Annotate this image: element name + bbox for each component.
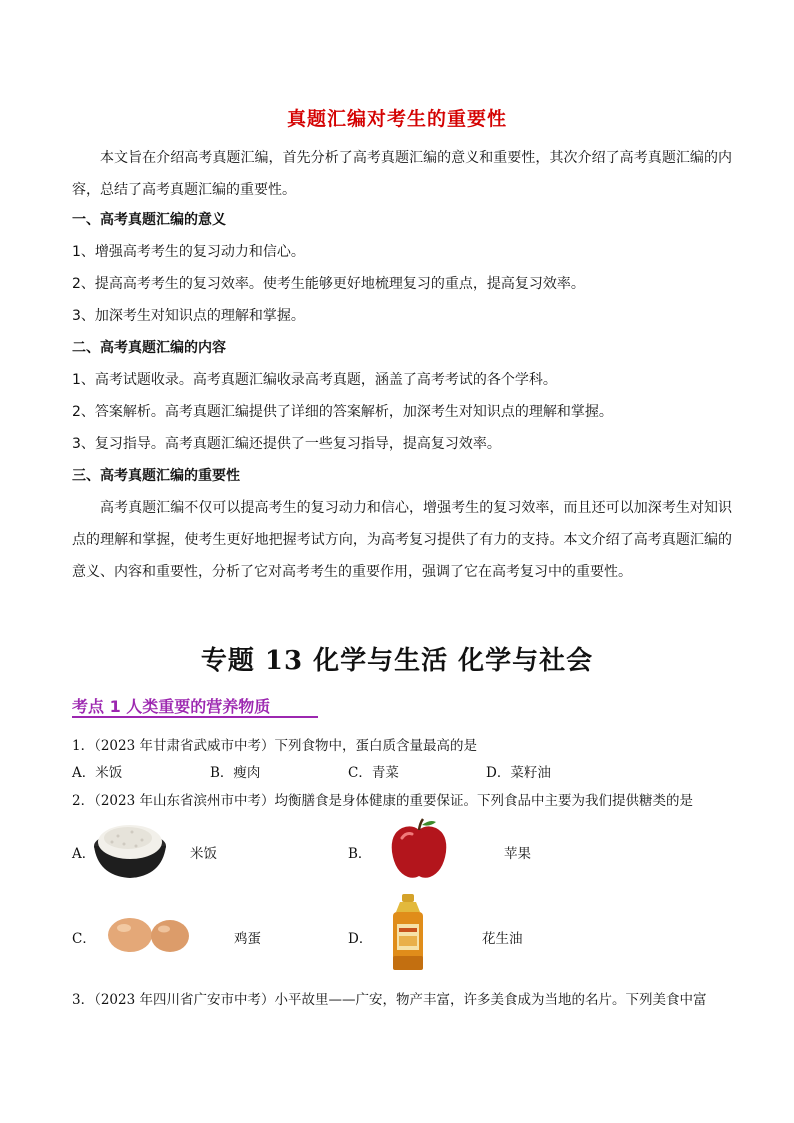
q2-option-d-label: 花生油 <box>482 931 523 947</box>
intro-paragraph: 本文旨在介绍高考真题汇编，首先分析了高考真题汇编的意义和重要性，其次介绍了高考真题汇编的内容，总结了高考真题汇编的重要性。 <box>72 150 732 198</box>
kaodian-underline <box>72 716 318 718</box>
question-2-stem: 2．（2023 年山东省滨州市中考）均衡膳食是身体健康的重要保证。下列食品中主要为我们提供糖类的是 <box>72 793 693 809</box>
eggs-icon <box>106 916 190 954</box>
q2-option-a-letter: A． <box>72 846 96 862</box>
q1-option-c: C．青菜 <box>348 765 399 781</box>
q2-option-b-letter: B． <box>348 846 372 862</box>
section-2-heading: 二、高考真题汇编的内容 <box>72 340 226 356</box>
q2-option-b-label: 苹果 <box>504 846 531 862</box>
topic-title: 专题 13 化学与生活 化学与社会 <box>200 646 594 676</box>
q1-option-a: A．米饭 <box>72 765 123 781</box>
q1-option-d: D．菜籽油 <box>486 765 551 781</box>
section-1-item: 2、提高高考考生的复习效率。使考生能够更好地梳理复习的重点，提高复习效率。 <box>72 276 585 292</box>
section-3-paragraph: 高考真题汇编不仅可以提高考生的复习动力和信心，增强考生的复习效率，而且还可以加深考生对知识点的理解和掌握，使考生更好地把握考试方向，为高考复习提供了有力的支持。本文介绍了高考真题汇编的意义、内容和重要性，分析了它对高考考生的重要作用，强调了它在高考复习中的重要性。 <box>72 500 732 580</box>
q1-option-b: B．瘦肉 <box>210 765 261 781</box>
section-1-item: 1、增强高考考生的复习动力和信心。 <box>72 244 305 260</box>
question-1-stem: 1．（2023 年甘肃省武威市中考）下列食物中，蛋白质含量最高的是 <box>72 738 477 754</box>
section-1-item: 3、加深考生对知识点的理解和掌握。 <box>72 308 305 324</box>
q2-option-d-letter: D． <box>348 931 373 947</box>
section-2-item: 1、高考试题收录。高考真题汇编收录高考真题，涵盖了高考考试的各个学科。 <box>72 372 557 388</box>
section-3-heading: 三、高考真题汇编的重要性 <box>72 468 240 484</box>
question-3-stem: 3．（2023 年四川省广安市中考）小平故里——广安，物产丰富，许多美食成为当地的名片。下列美食中富 <box>72 992 707 1008</box>
apple-icon <box>390 818 448 880</box>
rice-bowl-icon <box>92 818 168 880</box>
q2-option-c-letter: C． <box>72 931 96 947</box>
section-2-item: 3、复习指导。高考真题汇编还提供了一些复习指导，提高复习效率。 <box>72 436 501 452</box>
q2-option-a-label: 米饭 <box>190 846 217 862</box>
q2-option-c-label: 鸡蛋 <box>234 931 261 947</box>
document-title: 真题汇编对考生的重要性 <box>286 108 507 130</box>
oil-bottle-icon <box>390 894 426 972</box>
section-2-item: 2、答案解析。高考真题汇编提供了详细的答案解析，加深考生对知识点的理解和掌握。 <box>72 404 613 420</box>
kaodian-heading: 考点 1 人类重要的营养物质 <box>72 697 271 716</box>
section-1-heading: 一、高考真题汇编的意义 <box>72 212 226 228</box>
